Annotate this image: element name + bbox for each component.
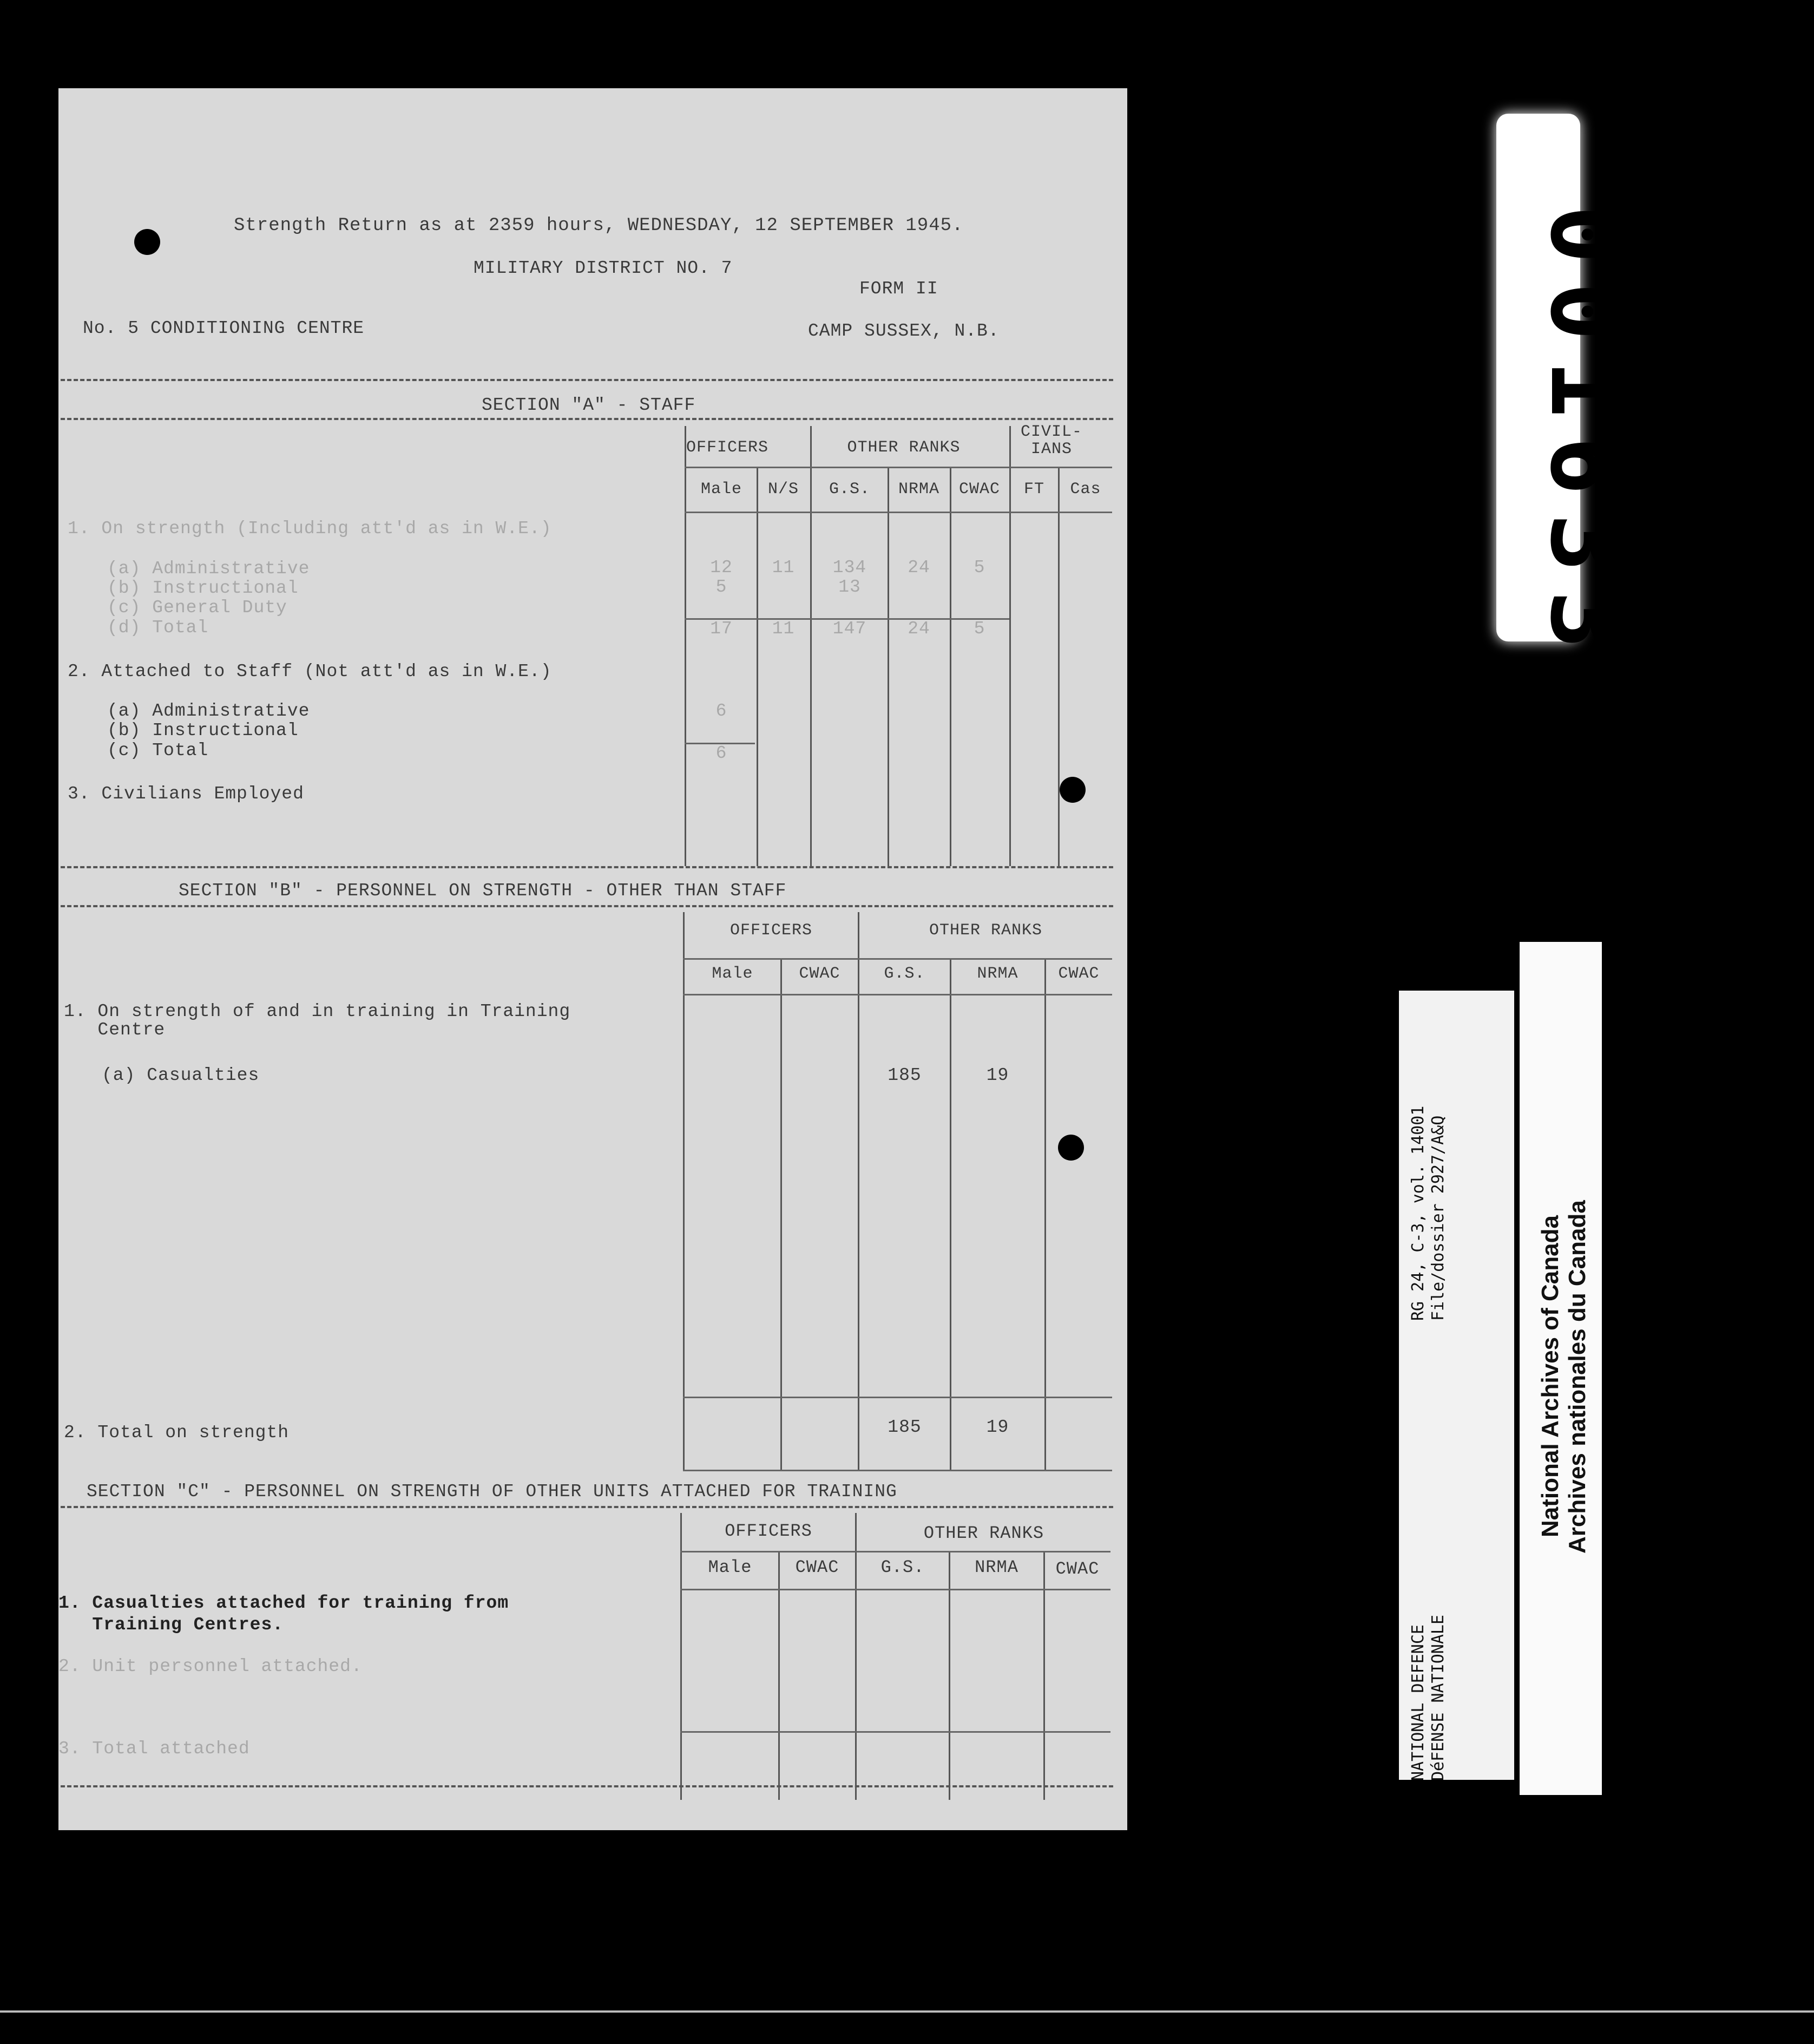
item-2c: (c) Total (107, 741, 209, 761)
item-2: 2. Total on strength (64, 1423, 290, 1443)
col-group-civilians: CIVIL- IANS (1020, 423, 1083, 458)
item-2: 2. Unit personnel attached. (58, 1656, 363, 1676)
table-line (1058, 467, 1060, 866)
cell: 185 (888, 1065, 922, 1085)
table-line (1044, 958, 1046, 1470)
section-b-title: SECTION "B" - PERSONNEL ON STRENGTH - OTHER THAN STAFF (179, 881, 787, 901)
col-nrma: NRMA (975, 1557, 1018, 1577)
table-line (949, 1551, 950, 1800)
table-line (683, 958, 1112, 960)
col-group-officers: OFFICERS (686, 438, 769, 457)
col-group-other-ranks: OTHER RANKS (929, 921, 1043, 940)
district: MILITARY DISTRICT NO. 7 (474, 258, 733, 278)
item-1d: (d) Total (107, 618, 209, 638)
table-line (680, 1731, 1110, 1733)
table-line (950, 467, 951, 866)
table-line (778, 1551, 780, 1800)
table-line (950, 958, 951, 1470)
table-line (683, 912, 685, 1470)
table-line (683, 1397, 1112, 1398)
cell: 5 (715, 577, 727, 597)
document-title: Strength Return as at 2359 hours, WEDNESDAY, 12 SEPTEMBER 1945. (234, 215, 964, 236)
frame-number: 001633 (1529, 205, 1642, 668)
cell: 19 (986, 1065, 1009, 1085)
cell: 13 (838, 577, 861, 597)
col-nrma: NRMA (977, 965, 1018, 983)
divider (61, 866, 1113, 868)
divider (61, 1506, 1113, 1508)
col-group-officers: OFFICERS (725, 1521, 812, 1541)
table-line (780, 958, 782, 1470)
label-line-2: DéFENSE NATIONALE (1429, 1614, 1448, 1781)
archive-name-fr: Archives nationales du Canada (1564, 1200, 1590, 1554)
cell: 6 (715, 743, 727, 763)
unit-location: CAMP SUSSEX, N.B. (808, 321, 1000, 341)
cell: 19 (986, 1417, 1009, 1437)
col-cwac: CWAC (1055, 1559, 1100, 1579)
col-ns: N/S (767, 480, 799, 499)
col-cwac: CWAC (795, 1557, 839, 1577)
col-group-other-ranks: OTHER RANKS (847, 438, 961, 457)
cell: 185 (888, 1417, 922, 1437)
cell: 11 (772, 558, 795, 578)
scan-line (0, 2010, 1814, 2013)
col-male: Male (700, 480, 742, 499)
cell: 17 (710, 619, 733, 639)
item-3: 3. Total attached (58, 1739, 250, 1759)
cell: 6 (715, 701, 727, 721)
item-1a: (a) Administrative (107, 559, 310, 579)
cell: 5 (974, 558, 985, 578)
archive-name-en: National Archives of Canada (1537, 1215, 1563, 1537)
table-line (680, 1589, 1110, 1590)
table-line (683, 1470, 1112, 1471)
item-1: 1. Casualties attached for training from Training Centres. (58, 1593, 509, 1635)
frame-number-strip (1496, 114, 1642, 668)
col-gs: G.S. (880, 1557, 925, 1577)
table-line (858, 912, 859, 1470)
cell: 147 (832, 619, 867, 639)
col-cwac: CWAC (1058, 965, 1100, 983)
section-a-title: SECTION "A" - STAFF (482, 395, 696, 415)
table-line (757, 467, 758, 866)
form-number: FORM II (859, 279, 938, 299)
ref-line-1: RG 24, C-3, vol. 14001 (1409, 1105, 1428, 1321)
table-line (1043, 1551, 1045, 1800)
col-ft: FT (1023, 480, 1044, 499)
divider (61, 905, 1113, 907)
col-male: Male (712, 965, 753, 983)
cell: 24 (908, 558, 930, 578)
col-nrma: NRMA (898, 480, 939, 499)
divider (61, 418, 1113, 420)
item-3: 3. Civilians Employed (68, 784, 304, 804)
table-line (680, 1551, 1110, 1552)
col-cas: Cas (1070, 480, 1101, 499)
item-1: 1. On strength of and in training in Training Centre (64, 1001, 571, 1040)
item-1b: (b) Instructional (107, 578, 299, 598)
table-line (683, 994, 1112, 995)
unit-name: No. 5 CONDITIONING CENTRE (83, 318, 365, 338)
col-gs: G.S. (829, 480, 870, 499)
label-line-1: NATIONAL DEFENCE (1409, 1624, 1428, 1781)
divider (61, 1785, 1113, 1787)
table-line (680, 1513, 682, 1800)
col-group-other-ranks: OTHER RANKS (923, 1523, 1044, 1543)
table-line (685, 512, 1112, 513)
cell: 5 (974, 619, 985, 639)
item-1a: (a) Casualties (102, 1065, 260, 1085)
cell: 12 (710, 558, 733, 578)
table-line (888, 467, 889, 866)
punch-hole-top (134, 229, 160, 255)
punch-hole-lower (1058, 1135, 1084, 1161)
col-male: Male (708, 1557, 752, 1577)
col-cwac: CWAC (958, 480, 1000, 499)
section-c-title: SECTION "C" - PERSONNEL ON STRENGTH OF OTHER UNITS ATTACHED FOR TRAINING (87, 1482, 897, 1502)
item-1: 1. On strength (Including att'd as in W.E.) (68, 519, 552, 539)
cell: 11 (772, 619, 795, 639)
cell: 134 (832, 558, 867, 578)
item-2: 2. Attached to Staff (Not att'd as in W.E.) (68, 661, 552, 682)
cell: 24 (908, 619, 930, 639)
divider (61, 379, 1113, 381)
col-group-officers: OFFICERS (729, 921, 813, 940)
table-line (855, 1513, 857, 1800)
col-cwac: CWAC (799, 965, 840, 983)
col-gs: G.S. (884, 965, 925, 983)
ref-line-2: File/dossier 2927/A&Q (1429, 1115, 1448, 1321)
item-2b: (b) Instructional (107, 720, 299, 741)
item-2a: (a) Administrative (107, 701, 310, 721)
punch-hole-middle (1060, 777, 1086, 803)
table-line (685, 467, 1112, 468)
item-1c: (c) General Duty (107, 598, 287, 618)
